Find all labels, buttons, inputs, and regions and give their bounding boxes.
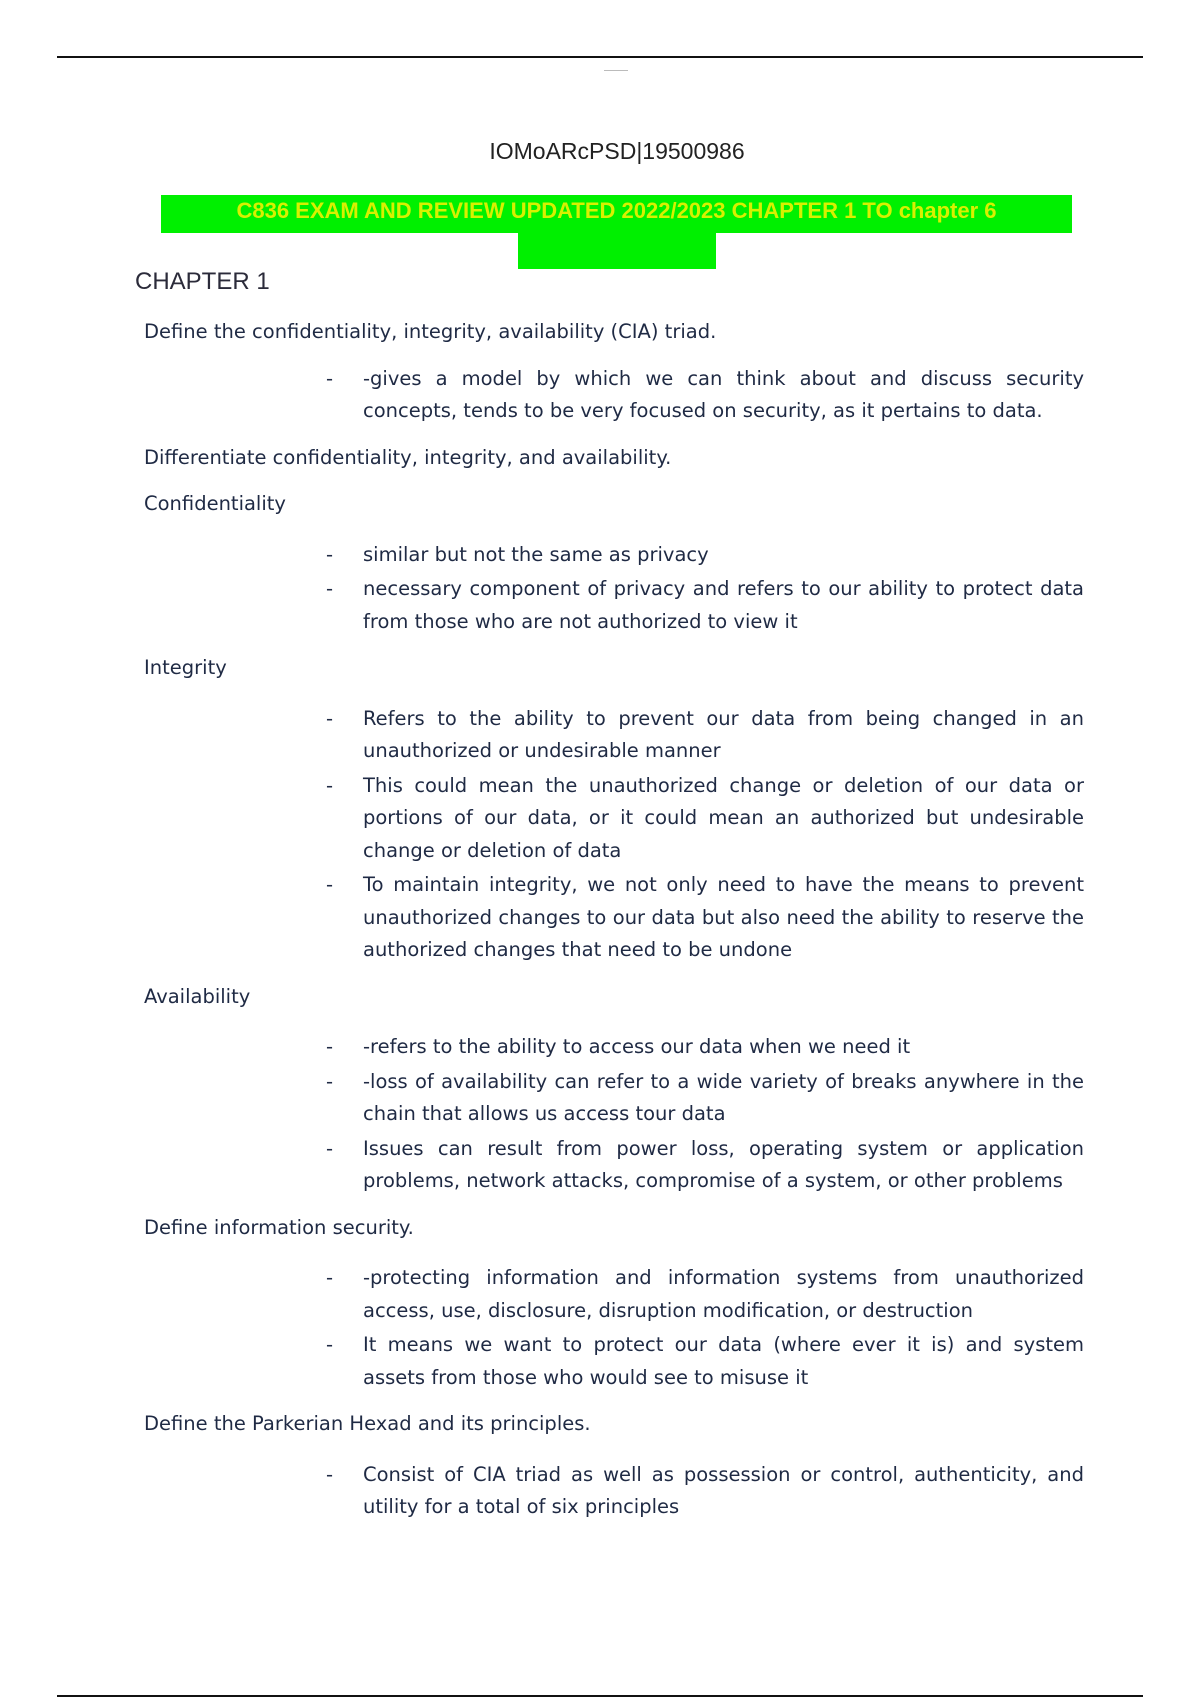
bullet-dash: -: [326, 1136, 334, 1160]
bullet-dash: -: [326, 1333, 334, 1356]
title-banner-tab: [518, 232, 716, 269]
bullet-list: [144, 1262, 1084, 1394]
subheading-integrity: Integrity: [144, 656, 227, 679]
top-rule: [57, 56, 1143, 58]
bullet-dash: -: [326, 773, 334, 797]
header-mark: [604, 70, 628, 71]
list-item: - -gives a model by which we can think about and discuss security concepts, tends to be very focused on security, as it pertains to data.: [363, 363, 1084, 428]
list-item: - To maintain integrity, we not only need to have the means to prevent unauthorized changes to our data but also need the ability to reserve the authorized changes that need to be undone: [363, 869, 1084, 967]
question-differentiate: Differentiate confidentiality, integrity, and availability.: [144, 445, 672, 469]
bullet-dash: -: [326, 366, 334, 390]
list-item: - -refers to the ability to access our data when we need it: [363, 1031, 1084, 1064]
bullet-list: [144, 1031, 1084, 1198]
question-parkerian-hexad: Define the Parkerian Hexad and its principles.: [144, 1412, 591, 1435]
bullet-list: [144, 363, 1084, 428]
bullet-dash: -: [326, 542, 334, 566]
bullet-dash: -: [326, 706, 334, 730]
banner-title: C836 EXAM AND REVIEW UPDATED 2022/2023 CHAPTER 1 TO chapter 6: [236, 198, 997, 223]
list-item: - necessary component of privacy and refers to our ability to protect data from those who are not authorized to view it: [363, 573, 1084, 638]
list-item: - similar but not the same as privacy: [363, 539, 1084, 572]
list-item: - -protecting information and information systems from unauthorized access, use, disclosure, disruption modification, or destruction: [363, 1262, 1084, 1327]
list-item: - Refers to the ability to prevent our data from being changed in an unauthorized or undesirable manner: [363, 703, 1084, 768]
list-item: - -loss of availability can refer to a wide variety of breaks anywhere in the chain that allows us access tour data: [363, 1066, 1084, 1131]
subheading-availability: Availability: [144, 984, 251, 1008]
chapter-heading: CHAPTER 1: [135, 268, 270, 295]
bullet-dash: -: [326, 1266, 334, 1289]
list-item: - It means we want to protect our data (where ever it is) and system assets from those who would see to misuse it: [363, 1329, 1084, 1394]
question-cia-triad: Define the confidentiality, integrity, availability (CIA) triad.: [144, 320, 717, 343]
bullet-dash: -: [326, 1035, 334, 1058]
bullet-dash: -: [326, 1069, 334, 1093]
bullet-dash: -: [326, 1462, 334, 1486]
document-id: IOMoARcPSD|19500986: [489, 138, 745, 164]
subheading-confidentiality: Confidentiality: [144, 492, 286, 515]
bottom-rule: [57, 1695, 1143, 1697]
list-item: - Consist of CIA triad as well as possession or control, authenticity, and utility for a total of six principles: [363, 1459, 1084, 1524]
bullet-list: [144, 539, 1084, 639]
list-item: - Issues can result from power loss, operating system or application problems, network attacks, compromise of a system, or other problems: [363, 1133, 1084, 1198]
document-body: [144, 316, 1084, 1538]
bullet-list: [144, 1459, 1084, 1524]
bullet-list: [144, 703, 1084, 967]
bullet-dash: -: [326, 873, 334, 896]
question-information-security: Define information security.: [144, 1215, 414, 1239]
bullet-dash: -: [326, 577, 334, 600]
list-item: - This could mean the unauthorized change or deletion of our data or portions of our data, or it could mean an authorized but undesirable change or deletion of data: [363, 770, 1084, 868]
